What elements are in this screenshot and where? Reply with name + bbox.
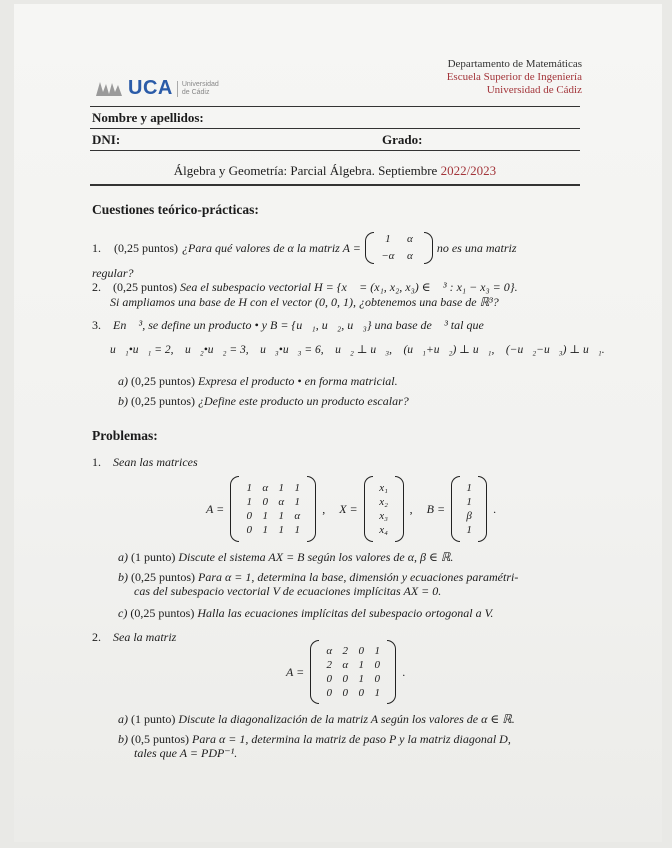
matrix-cell: 1 — [294, 482, 300, 494]
name-field-label: Nombre y apellidos: — [92, 110, 204, 125]
matrix-cell: 1 — [246, 482, 252, 494]
q3-number: 3. — [92, 318, 101, 332]
question-1 — [92, 232, 584, 281]
p1-number: 1. — [92, 455, 101, 469]
dni-field-label: DNI: — [92, 132, 121, 147]
p2a-label: a) — [118, 712, 128, 726]
logo-subtitle — [177, 81, 219, 97]
matrix-cell: α — [406, 250, 413, 262]
p1-vector-X — [364, 476, 404, 542]
p1-A-label: A = — [206, 501, 225, 516]
p1b-points: (0,25 puntos) — [131, 570, 195, 584]
q3-conditions: u⃗₁•u⃗₁ = 2, u⃗₂•u⃗₂ = 3, u⃗₃•u⃗₃ = 6, u⃗₂ ⊥ u⃗₃, (u⃗₁+u⃗₂) ⊥ u⃗₁, (−u⃗₂−u⃗₃) ⊥ u⃗₁. — [110, 344, 605, 356]
p2b-text-b: tales que A = PDP⁻¹. — [134, 746, 238, 760]
matrix-cell: α — [342, 659, 349, 671]
dept-line-2: Escuela Superior de Ingeniería — [446, 71, 582, 83]
p2a-points: (1 punto) — [131, 712, 176, 726]
p1b-text-b: cas del subespacio vectorial V de ecuaciones implícitas AX = 0. — [134, 584, 442, 598]
divider — [90, 184, 580, 186]
p1c-label: c) — [118, 606, 128, 620]
p1-part-a — [118, 550, 584, 564]
q3a-label: a) — [118, 374, 128, 388]
matrix-cell: 0 — [342, 687, 348, 699]
matrix-cell: 1 — [262, 510, 268, 522]
matrix-cell: 0 — [326, 687, 332, 699]
grado-field-label: Grado: — [382, 132, 423, 147]
q1-text-a: ¿Para qué valores de α la matriz A = — [182, 240, 361, 255]
q3b-text: ¿Define este producto un producto escalar? — [198, 394, 409, 408]
p1a-text: Discute el sistema AX = B según los valores de α, β ∈ ℝ. — [178, 550, 454, 564]
p2-number: 2. — [92, 630, 101, 644]
matrix-cell: 2 — [342, 645, 348, 657]
matrix-cell: x₄ — [379, 524, 389, 536]
theory-heading: Cuestiones teórico-prácticas: — [92, 202, 259, 217]
matrix-cell: 0 — [374, 659, 380, 671]
matrix-cell: 0 — [326, 673, 332, 685]
matrix-cell: 1 — [358, 659, 364, 671]
q1-text-b: no es una matriz — [436, 240, 517, 255]
p2b-text-a: Para α = 1, determina la matriz de paso P y la matriz diagonal D, — [192, 732, 511, 746]
problem-1 — [92, 455, 584, 470]
matrix-cell: 1 — [466, 482, 472, 494]
exam-title-text: Álgebra y Geometría: Parcial Álgebra. Septiembre — [173, 163, 441, 178]
p2-text: Sea la matriz — [113, 630, 177, 644]
matrix-cell: 0 — [246, 510, 252, 522]
q3b-label: b) — [118, 394, 128, 408]
q1-points: (0,25 puntos) — [114, 240, 178, 255]
p1-vector-B — [451, 476, 487, 542]
p1a-points: (1 punto) — [131, 550, 176, 564]
logo-emblem-icon — [94, 80, 124, 98]
p1a-label: a) — [118, 550, 128, 564]
matrix-cell: 1 — [246, 496, 252, 508]
p1c-points: (0,25 puntos) — [130, 606, 195, 620]
q2-points: (0,25 puntos) — [113, 280, 177, 294]
p2-part-a — [118, 712, 584, 726]
p2b-points: (0,5 puntos) — [131, 732, 189, 746]
matrix-cell: 1 — [278, 510, 284, 522]
q3-part-b — [118, 394, 584, 408]
p1-text: Sean las matrices — [113, 455, 198, 469]
p1-matrix-A — [230, 476, 316, 542]
matrix-cell: α — [262, 482, 269, 494]
matrix-cell: 0 — [262, 496, 268, 508]
p1-part-c — [118, 606, 584, 620]
matrix-cell: 1 — [294, 524, 300, 536]
exam-year: 2022/2023 — [440, 163, 497, 178]
matrix-cell: 1 — [278, 524, 284, 536]
p1b-label: b) — [118, 570, 128, 584]
divider — [90, 106, 580, 107]
matrix-cell: 0 — [342, 673, 348, 685]
q3a-points: (0,25 puntos) — [131, 374, 195, 388]
matrix-cell: x₃ — [379, 510, 389, 522]
p1b-text-a: Para α = 1, determina la base, dimensión y ecuaciones paramétri- — [198, 570, 519, 584]
separator-comma: , — [409, 501, 413, 516]
p2-part-b — [118, 732, 584, 760]
q1-text-c: regular? — [92, 266, 134, 280]
matrix-cell: 1 — [374, 645, 380, 657]
q2-text-a: Sea el subespacio vectorial H = {x⃗ = (x₁, x₂, x₃) ∈ ℝ³ : x₁ − x₃ = 0}. — [180, 280, 518, 294]
matrix-cell: α — [406, 233, 413, 245]
matrix-cell: β — [466, 510, 472, 522]
logo-sub-line-1: Universidad — [181, 80, 219, 88]
p2-matrix-row — [286, 640, 405, 704]
matrix-cell: 0 — [358, 645, 364, 657]
exam-title — [90, 163, 580, 179]
q3-part-a — [118, 374, 584, 388]
matrix-cell: 2 — [326, 659, 332, 671]
p1-part-b — [118, 570, 584, 598]
end-dot: . — [493, 501, 497, 516]
logo-text: UCA — [128, 77, 173, 99]
p2b-label: b) — [118, 732, 128, 746]
q2-number: 2. — [92, 280, 101, 294]
p1-X-label: X = — [339, 501, 358, 516]
university-logo — [94, 77, 219, 100]
matrix-cell: α — [326, 645, 333, 657]
dept-line-3: Universidad de Cádiz — [486, 84, 582, 96]
p1-matrices — [206, 476, 496, 542]
p1-B-label: B = — [426, 501, 446, 516]
question-3 — [92, 318, 605, 358]
question-2 — [92, 280, 584, 310]
matrix-cell: 1 — [358, 673, 364, 685]
logo-sub-line-2: de Cádiz — [181, 88, 210, 96]
q3a-text: Expresa el producto • en forma matricial. — [198, 374, 398, 388]
divider — [90, 150, 580, 151]
p1c-text: Halla las ecuaciones implícitas del subespacio ortogonal a V. — [197, 606, 494, 620]
dept-line-1: Departamento de Matemáticas — [447, 58, 582, 70]
matrix-cell: 1 — [262, 524, 268, 536]
matrix-cell: α — [294, 510, 301, 522]
matrix-cell: x₁ — [379, 482, 389, 494]
q1-matrix — [365, 232, 433, 264]
matrix-cell: −α — [381, 250, 395, 262]
matrix-cell: 0 — [358, 687, 364, 699]
matrix-cell: 1 — [466, 524, 472, 536]
matrix-cell: 1 — [385, 233, 391, 245]
p2a-text: Discute la diagonalización de la matriz A según los valores de α ∈ ℝ. — [178, 712, 515, 726]
separator-comma: , — [322, 501, 326, 516]
matrix-cell: 0 — [374, 673, 380, 685]
q3-text: En ℝ³, se define un producto • y B = {u⃗₁, u⃗₂, u⃗₃} una base de ℝ³ tal que — [113, 318, 484, 332]
p2-A-label: A = — [286, 664, 305, 679]
matrix-cell: 1 — [278, 482, 284, 494]
matrix-cell: 1 — [374, 687, 380, 699]
matrix-cell: 1 — [466, 496, 472, 508]
department-info — [447, 58, 582, 97]
divider — [90, 128, 580, 129]
problems-heading: Problemas: — [92, 428, 158, 443]
matrix-cell: 0 — [246, 524, 252, 536]
matrix-cell: α — [278, 496, 285, 508]
end-dot: . — [402, 664, 406, 679]
q1-number: 1. — [92, 240, 101, 255]
q3b-points: (0,25 puntos) — [131, 394, 195, 408]
matrix-cell: 1 — [294, 496, 300, 508]
matrix-cell: x₂ — [379, 496, 389, 508]
q2-text-b: Si ampliamos una base de H con el vector (0, 0, 1), ¿obtenemos una base de ℝ³? — [110, 295, 499, 309]
p2-matrix-A — [310, 640, 396, 704]
